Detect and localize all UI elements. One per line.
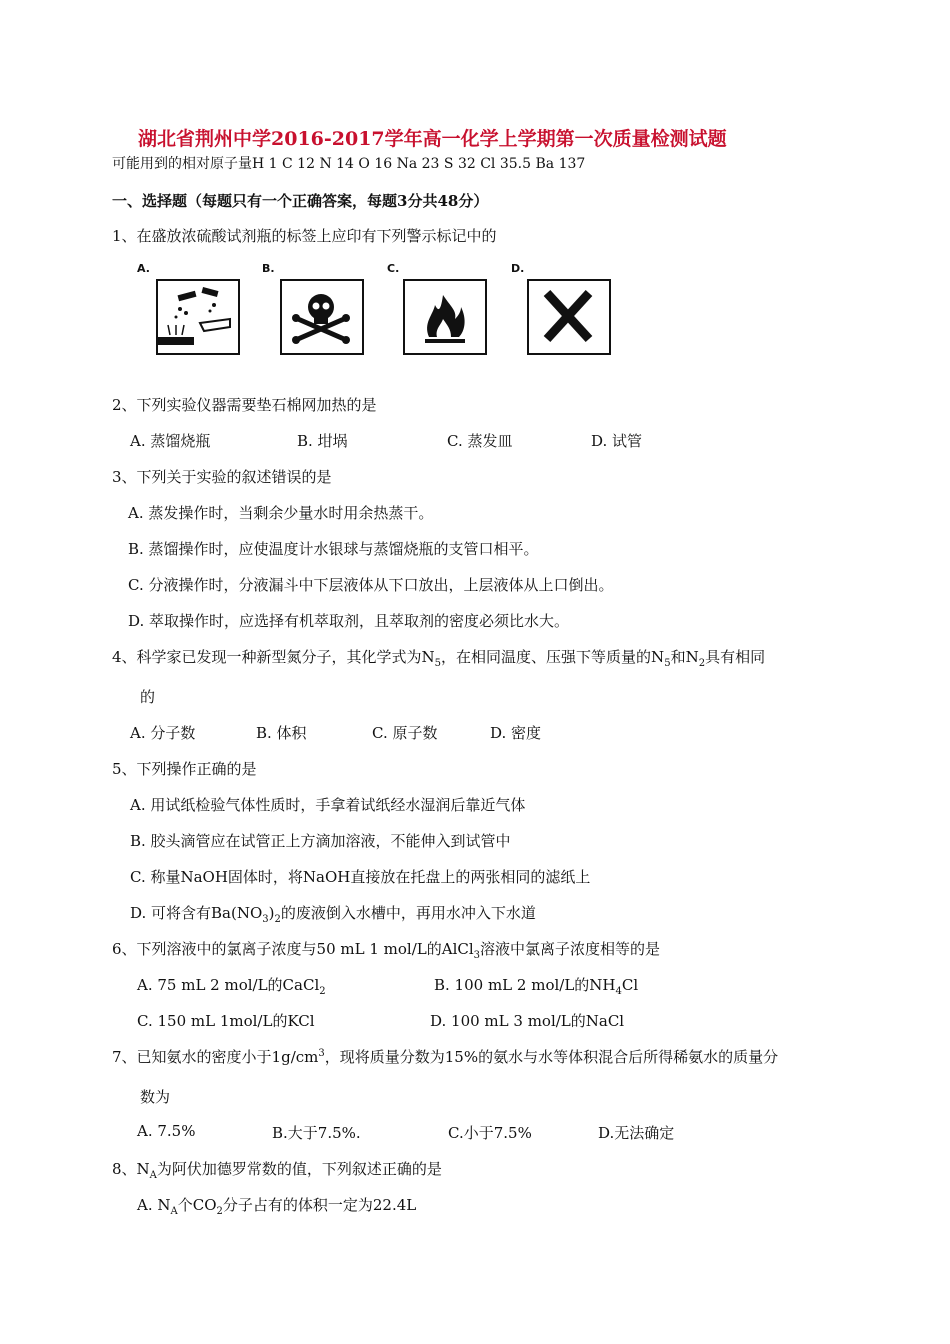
q2-option-a: A. 蒸馏烧瓶 [130,432,211,450]
atomic-masses: 可能用到的相对原子量H 1 C 12 N 14 O 16 Na 23 S 32 Cl 35.5 Ba 137 [112,156,586,172]
q6-option-a: A. 75 mL 2 mol/L的CaCl$_2$ [137,976,326,997]
q7-option-b: B.大于7.5%. [272,1124,361,1142]
question-4-stem-cont: 的 [140,688,156,706]
q3-option-c: C. 分液操作时，分液漏斗中下层液体从下口放出，上层液体从上口倒出。 [128,576,614,594]
question-3-stem: 3、下列关于实验的叙述错误的是 [112,468,332,486]
question-6-stem: 6、下列溶液中的氯离子浓度与50 mL 1 mol/L的AlCl$_3$溶液中氯离子浓度相等的是 [112,940,661,961]
question-1-stem: 1、在盛放浓硫酸试剂瓶的标签上应印有下列警示标记中的 [112,227,497,245]
section-header: 一、选择题（每题只有一个正确答案，每题3分共48分） [112,192,489,210]
harmful-x-icon [527,279,611,355]
option-b-label: B. [262,262,275,275]
q6-option-d: D. 100 mL 3 mol/L的NaCl [430,1012,625,1030]
q7-option-a: A. 7.5% [137,1122,196,1140]
q2-option-d: D. 试管 [591,432,643,450]
question-7-stem: 7、已知氨水的密度小于$1g/cm^3$，现将质量分数为15%的氨水与水等体积混合后所得稀氨水的质量分 [112,1048,779,1066]
flammable-icon [403,279,487,355]
question-4-stem: 4、科学家已发现一种新型氮分子，其化学式为$N_5$，在相同温度、压强下等质量的$N_5$和$N_2$具有相同 [112,648,766,669]
page-title: 湖北省荆州中学2016-2017学年高一化学上学期第一次质量检测试题 [138,128,727,150]
corrosive-icon [156,279,240,355]
q8-option-a: A. $N_A$个$CO_2$分子占有的体积一定为22.4L [137,1196,417,1217]
q4-option-b: B. 体积 [256,724,307,742]
q5-option-b: B. 胶头滴管应在试管正上方滴加溶液，不能伸入到试管中 [130,832,511,850]
q7-option-c: C.小于7.5% [448,1124,532,1142]
q4-option-a: A. 分子数 [130,724,196,742]
question-5-stem: 5、下列操作正确的是 [112,760,257,778]
question-2-stem: 2、下列实验仪器需要垫石棉网加热的是 [112,396,377,414]
q5-option-d: D. 可将含有$Ba(NO_3)_2$的废液倒入水槽中，再用水冲入下水道 [130,904,536,925]
q3-option-d: D. 萃取操作时，应选择有机萃取剂，且萃取剂的密度必须比水大。 [128,612,570,630]
q7-option-d: D.无法确定 [598,1124,675,1142]
q6-option-c: C. 150 mL 1mol/L的KCl [137,1012,315,1030]
option-d-label: D. [511,262,525,275]
toxic-skull-icon [280,279,364,355]
q4-option-d: D. 密度 [490,724,542,742]
q5-option-c: C. 称量NaOH固体时，将NaOH直接放在托盘上的两张相同的滤纸上 [130,868,591,886]
q3-option-b: B. 蒸馏操作时，应使温度计水银球与蒸馏烧瓶的支管口相平。 [128,540,539,558]
q6-option-b: B. 100 mL 2 mol/L的$NH_4Cl$ [434,976,639,997]
option-a-label: A. [137,262,150,275]
q3-option-a: A. 蒸发操作时，当剩余少量水时用余热蒸干。 [128,504,434,522]
question-7-stem-cont: 数为 [140,1088,171,1106]
q4-option-c: C. 原子数 [372,724,438,742]
q2-option-b: B. 坩埚 [297,432,348,450]
option-c-label: C. [387,262,400,275]
q2-option-c: C. 蒸发皿 [447,432,513,450]
q5-option-a: A. 用试纸检验气体性质时，手拿着试纸经水湿润后靠近气体 [130,796,526,814]
question-8-stem: 8、$N_A$为阿伏加德罗常数的值，下列叙述正确的是 [112,1160,442,1181]
